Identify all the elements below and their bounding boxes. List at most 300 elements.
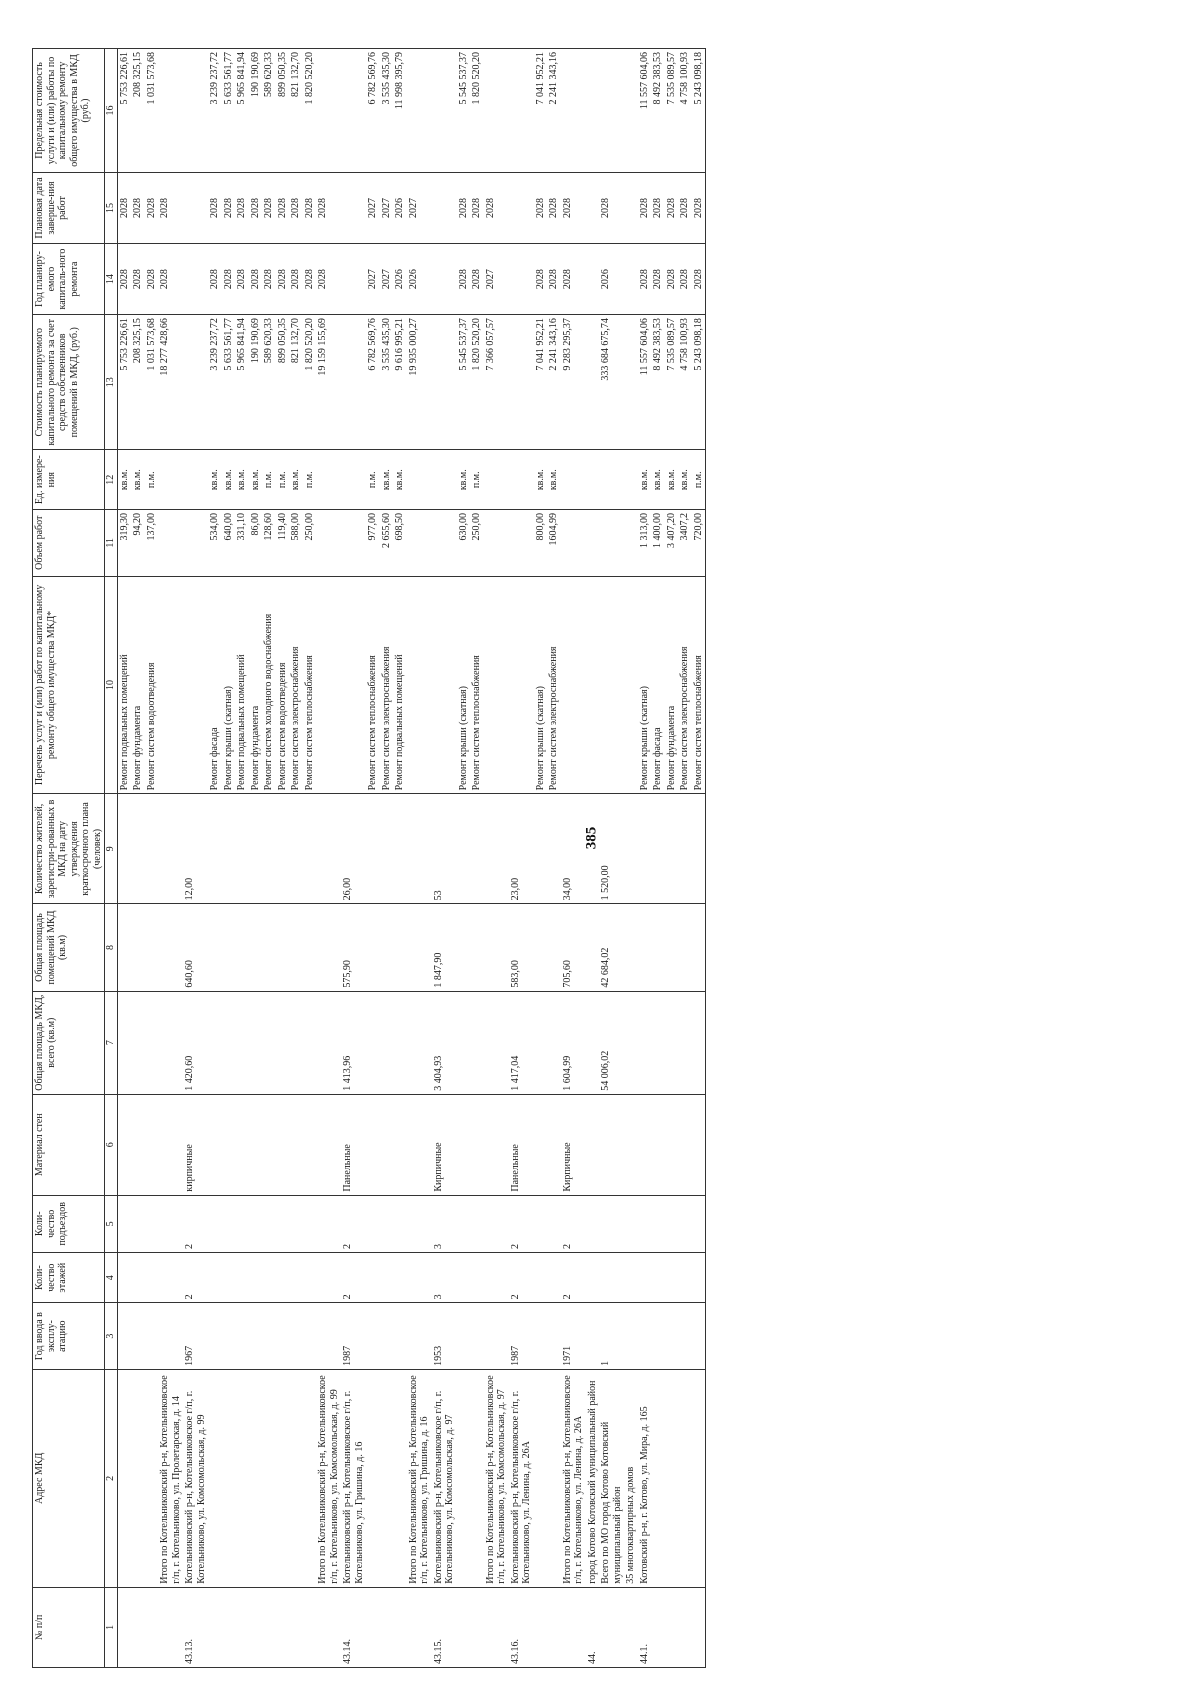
cell-col-13: 4 758 100,93 [678,315,692,450]
cell-col-4 [117,1252,131,1302]
cell-col-4 [586,1252,600,1302]
cell-col-14: 2028 [131,244,145,315]
cell-col-5 [651,1195,665,1252]
cell-col-11 [586,510,600,577]
cell-col-9 [624,794,638,904]
cell-col-10: Ремонт систем теплоснабжения [366,576,380,794]
cell-col-12 [509,450,534,510]
cell-col-9 [366,794,380,904]
cell-col-16: 11 998 395,79 [393,49,407,173]
cell-col-14 [624,244,638,315]
cell-col-12: кв.м. [665,450,679,510]
cell-col-13: 589 620,33 [262,315,276,450]
cell-col-16: 5 545 537,37 [457,49,471,173]
cell-col-6 [235,1094,249,1195]
cell-col-12 [624,450,638,510]
cell-col-14: 2028 [678,244,692,315]
cell-col-16: 1 820 520,20 [470,49,484,173]
cell-col-13: 18 277 428,66 [158,315,183,450]
cell-col-6 [534,1094,548,1195]
cell-col-4 [158,1252,183,1302]
cell-col-11: 86,00 [249,510,263,577]
cell-col-6 [678,1094,692,1195]
cell-col-3 [586,1303,600,1370]
table-row [665,49,679,1668]
cell-col-4: 2 [341,1252,366,1302]
cell-col-3 [678,1303,692,1370]
cell-col-11 [599,510,624,577]
cell-col-14: 2028 [249,244,263,315]
cell-col-10: Ремонт систем водоотведения [145,576,159,794]
cell-col-15: 2028 [678,172,692,243]
cell-col-8 [586,904,600,991]
cell-col-1 [457,1587,471,1667]
cell-col-15: 2028 [131,172,145,243]
cell-col-9 [457,794,471,904]
cell-col-6 [380,1094,394,1195]
cell-col-3 [249,1303,263,1370]
cell-col-16 [561,49,586,173]
cell-col-4 [599,1252,624,1302]
cell-col-7 [117,991,131,1094]
column-number-10: 10 [105,576,118,794]
column-number-9: 9 [105,794,118,904]
cell-col-8 [624,904,638,991]
cell-col-16: 2 241 343,16 [547,49,561,173]
cell-col-2 [145,1369,159,1587]
cell-col-8 [145,904,159,991]
cell-col-14 [586,244,600,315]
cell-col-6 [586,1094,600,1195]
cell-col-6 [692,1094,706,1195]
column-number-12: 12 [105,450,118,510]
cell-col-2: Итого по Котельниковский р-н, Котельниковское г/п, г. Котельниково, ул. Пролетарская, д. 14 [158,1369,183,1587]
cell-col-13 [341,315,366,450]
cell-col-8 [366,904,380,991]
cell-col-16: 1 031 573,68 [145,49,159,173]
cell-col-2: город Котово Котовский муниципальный район [586,1369,600,1587]
cell-col-14 [341,244,366,315]
cell-col-11: 1 400,00 [651,510,665,577]
cell-col-6 [131,1094,145,1195]
table-row [407,49,432,1668]
cell-col-6 [316,1094,341,1195]
cell-col-6 [145,1094,159,1195]
cell-col-10 [484,576,509,794]
cell-col-15: 2028 [651,172,665,243]
cell-col-14: 2028 [222,244,236,315]
cell-col-4 [638,1252,652,1302]
cell-col-7 [158,991,183,1094]
cell-col-13: 208 325,15 [131,315,145,450]
cell-col-4 [692,1252,706,1302]
column-number-15: 15 [105,172,118,243]
cell-col-13 [183,315,208,450]
cell-col-5 [131,1195,145,1252]
cell-col-9: 26,00 [341,794,366,904]
cell-col-7 [208,991,222,1094]
cell-col-1 [484,1587,509,1667]
cell-col-1: 43.15. [432,1587,457,1667]
cell-col-4 [665,1252,679,1302]
cell-col-2: Итого по Котельниковский р-н, Котельниковское г/п, г. Котельниково, ул. Ленина, д. 26А [561,1369,586,1587]
cell-col-16 [316,49,341,173]
cell-col-13: 1 820 520,20 [303,315,317,450]
cell-col-4: 2 [561,1252,586,1302]
cell-col-15: 2028 [457,172,471,243]
cell-col-11: 3 407,20 [665,510,679,577]
cell-col-4 [624,1252,638,1302]
cell-col-9 [534,794,548,904]
cell-col-1 [561,1587,586,1667]
column-header-4: Коли-чество этажей [33,1252,105,1302]
table-row [561,49,586,1668]
cell-col-9 [262,794,276,904]
cell-col-9 [145,794,159,904]
cell-col-10: Ремонт крыши (скатная) [638,576,652,794]
cell-col-14 [432,244,457,315]
cell-col-9: 1 520,00 [599,794,624,904]
cell-col-5 [262,1195,276,1252]
cell-col-12: кв.м. [249,450,263,510]
cell-col-8 [665,904,679,991]
cell-col-3 [638,1303,652,1370]
cell-col-9 [678,794,692,904]
cell-col-8 [222,904,236,991]
cell-col-1 [131,1587,145,1667]
cell-col-2 [303,1369,317,1587]
cell-col-12: п.м. [145,450,159,510]
cell-col-16: 208 325,15 [131,49,145,173]
cell-col-15: 2028 [208,172,222,243]
cell-col-10: Ремонт систем холодного водоснабжения [262,576,276,794]
cell-col-4 [380,1252,394,1302]
cell-col-8 [457,904,471,991]
cell-col-1: 44.1. [638,1587,652,1667]
cell-col-2: Котельниковский р-н, Котельниковское г/п, г. Котельниково, ул. Комсомольская, д. 99 [183,1369,208,1587]
cell-col-3 [665,1303,679,1370]
cell-col-13: 3 535 435,30 [380,315,394,450]
cell-col-11 [158,510,183,577]
cell-col-3 [316,1303,341,1370]
cell-col-6 [393,1094,407,1195]
cell-col-11: 319,30 [117,510,131,577]
cell-col-13 [586,315,600,450]
column-header-11: Объем работ [33,510,105,577]
cell-col-16 [586,49,600,173]
cell-col-13: 3 239 237,72 [208,315,222,450]
table-row [303,49,317,1668]
cell-col-4 [235,1252,249,1302]
cell-col-9 [638,794,652,904]
cell-col-13: 5 243 098,18 [692,315,706,450]
cell-col-2 [131,1369,145,1587]
cell-col-15: 2028 [470,172,484,243]
cell-col-15: 2028 [262,172,276,243]
column-header-15: Плановая дата заверше-ния работ [33,172,105,243]
cell-col-1 [678,1587,692,1667]
cell-col-14: 2028 [158,244,183,315]
table-row [509,49,534,1668]
cell-col-6 [457,1094,471,1195]
cell-col-12: кв.м. [131,450,145,510]
cell-col-14: 2026 [393,244,407,315]
cell-col-1 [665,1587,679,1667]
cell-col-3 [208,1303,222,1370]
cell-col-10: Ремонт систем водоотведения [276,576,290,794]
cell-col-5: 2 [183,1195,208,1252]
cell-col-9 [158,794,183,904]
cell-col-10 [407,576,432,794]
cell-col-6 [366,1094,380,1195]
cell-col-16 [432,49,457,173]
cell-col-15: 2028 [638,172,652,243]
cell-col-9 [303,794,317,904]
cell-col-12: кв.м. [208,450,222,510]
cell-col-12: кв.м. [117,450,131,510]
cell-col-1 [222,1587,236,1667]
cell-col-3 [380,1303,394,1370]
column-number-row [105,49,118,1668]
cell-col-16: 7 041 952,21 [534,49,548,173]
column-header-2: Адрес МКД [33,1369,105,1587]
cell-col-10: Ремонт крыши (скатная) [457,576,471,794]
cell-col-2 [393,1369,407,1587]
cell-col-15 [432,172,457,243]
cell-col-10 [432,576,457,794]
cell-col-5 [586,1195,600,1252]
cell-col-7 [457,991,471,1094]
cell-col-13: 2 241 343,16 [547,315,561,450]
table-row [692,49,706,1668]
cell-col-2: Итого по Котельниковский р-н, Котельниковское г/п, г. Котельниково, ул. Комсомольская, д. 97 [484,1369,509,1587]
cell-col-9 [393,794,407,904]
cell-col-6 [547,1094,561,1195]
cell-col-15: 2028 [235,172,249,243]
cell-col-10: Ремонт фундамента [249,576,263,794]
cell-col-15: 2028 [561,172,586,243]
cell-col-13: 1 031 573,68 [145,315,159,450]
cell-col-4 [222,1252,236,1302]
cell-col-15: 2028 [316,172,341,243]
cell-col-14: 2028 [276,244,290,315]
cell-col-13: 333 684 675,74 [599,315,624,450]
cell-col-1 [117,1587,131,1667]
cell-col-11: 94,20 [131,510,145,577]
cell-col-4 [534,1252,548,1302]
cell-col-16 [509,49,534,173]
cell-col-2 [235,1369,249,1587]
table-row [534,49,548,1668]
cell-col-10 [183,576,208,794]
cell-col-9 [692,794,706,904]
cell-col-11 [432,510,457,577]
cell-col-7 [366,991,380,1094]
cell-col-15: 2027 [380,172,394,243]
cell-col-13: 19 159 155,69 [316,315,341,450]
table-row [366,49,380,1668]
cell-col-3 [262,1303,276,1370]
cell-col-3 [276,1303,290,1370]
cell-col-14: 2028 [289,244,303,315]
cell-col-8 [651,904,665,991]
cell-col-2 [547,1369,561,1587]
cell-col-7 [692,991,706,1094]
cell-col-7: 1 420,60 [183,991,208,1094]
cell-col-10: Ремонт фасада [208,576,222,794]
cell-col-2 [678,1369,692,1587]
table-row [222,49,236,1668]
table-row [235,49,249,1668]
cell-col-7 [547,991,561,1094]
cell-col-8 [316,904,341,991]
cell-col-1 [145,1587,159,1667]
cell-col-3 [235,1303,249,1370]
cell-col-13: 1 820 520,20 [470,315,484,450]
cell-col-16: 5 243 098,18 [692,49,706,173]
cell-col-8: 575,90 [341,904,366,991]
cell-col-4 [470,1252,484,1302]
table-row [457,49,471,1668]
cell-col-11: 534,00 [208,510,222,577]
cell-col-6 [484,1094,509,1195]
cell-col-4: 2 [183,1252,208,1302]
cell-col-4: 3 [432,1252,457,1302]
cell-col-2 [534,1369,548,1587]
cell-col-12: п.м. [366,450,380,510]
cell-col-16 [158,49,183,173]
cell-col-1 [547,1587,561,1667]
cell-col-6: Кирпичные [432,1094,457,1195]
cell-col-3 [393,1303,407,1370]
table-row [341,49,366,1668]
cell-col-16: 3 239 237,72 [208,49,222,173]
cell-col-8 [117,904,131,991]
cell-col-2 [222,1369,236,1587]
cell-col-8 [692,904,706,991]
cell-col-5 [534,1195,548,1252]
cell-col-3 [366,1303,380,1370]
cell-col-1 [534,1587,548,1667]
cell-col-12: кв.м. [289,450,303,510]
cell-col-8 [484,904,509,991]
cell-col-16: 899 050,35 [276,49,290,173]
cell-col-14: 2028 [208,244,222,315]
cell-col-15: 2028 [222,172,236,243]
cell-col-7 [665,991,679,1094]
cell-col-14: 2028 [235,244,249,315]
cell-col-9 [470,794,484,904]
cell-col-16: 1 820 520,20 [303,49,317,173]
cell-col-8 [289,904,303,991]
table-row [599,49,624,1668]
cell-col-12: кв.м. [235,450,249,510]
cell-col-14: 2028 [316,244,341,315]
cell-col-12: кв.м. [651,450,665,510]
cell-col-4 [484,1252,509,1302]
cell-col-13: 7 366 057,57 [484,315,509,450]
table-body [117,49,706,1668]
cell-col-2: Котовский р-н, г. Котово, ул. Мира, д. 165 [638,1369,652,1587]
column-header-3: Год ввода в эксплу-атацию [33,1303,105,1370]
column-number-5: 5 [105,1195,118,1252]
table-row [547,49,561,1668]
cell-col-4 [303,1252,317,1302]
cell-col-14: 2028 [117,244,131,315]
table-row [586,49,600,1668]
cell-col-13: 7 041 952,21 [534,315,548,450]
cell-col-16: 5 965 841,94 [235,49,249,173]
cell-col-10 [561,576,586,794]
cell-col-3 [117,1303,131,1370]
cell-col-15: 2028 [665,172,679,243]
cell-col-11 [316,510,341,577]
cell-col-15 [586,172,600,243]
cell-col-10: Ремонт фундамента [131,576,145,794]
cell-col-5 [289,1195,303,1252]
cell-col-5: 2 [509,1195,534,1252]
column-number-13: 13 [105,315,118,450]
cell-col-9 [651,794,665,904]
cell-col-6 [665,1094,679,1195]
cell-col-10: Ремонт подвальных помещений [117,576,131,794]
cell-col-13: 5 965 841,94 [235,315,249,450]
cell-col-12: кв.м. [547,450,561,510]
cell-col-7 [289,991,303,1094]
cell-col-8 [131,904,145,991]
cell-col-8 [235,904,249,991]
cell-col-6 [262,1094,276,1195]
cell-col-4 [276,1252,290,1302]
cell-col-8 [208,904,222,991]
cell-col-5 [235,1195,249,1252]
cell-col-1 [158,1587,183,1667]
cell-col-10: Ремонт подвальных помещений [235,576,249,794]
table-row [145,49,159,1668]
cell-col-4 [249,1252,263,1302]
cell-col-13 [624,315,638,450]
cell-col-5 [366,1195,380,1252]
cell-col-16 [407,49,432,173]
cell-col-7 [235,991,249,1094]
cell-col-3 [651,1303,665,1370]
table-row [678,49,692,1668]
cell-col-2 [457,1369,471,1587]
cell-col-12: п.м. [470,450,484,510]
cell-col-15: 2027 [366,172,380,243]
cell-col-6 [651,1094,665,1195]
cell-col-14: 2028 [638,244,652,315]
cell-col-7 [624,991,638,1094]
cell-col-15: 2028 [599,172,624,243]
table-row [380,49,394,1668]
column-number-4: 4 [105,1252,118,1302]
cell-col-3: 1967 [183,1303,208,1370]
table-row [158,49,183,1668]
cell-col-13: 9 616 995,21 [393,315,407,450]
table-row [484,49,509,1668]
column-header-14: Год планиру-емого капиталь-ного ремонта [33,244,105,315]
cell-col-12: п.м. [276,450,290,510]
cell-col-16 [341,49,366,173]
cell-col-15: 2027 [407,172,432,243]
cell-col-11: 720,00 [692,510,706,577]
cell-col-6 [222,1094,236,1195]
cell-col-5 [303,1195,317,1252]
cell-col-2: Итого по Котельниковский р-н, Котельниковское г/п, г. Котельниково, ул. Комсомольская, д. 99 [316,1369,341,1587]
cell-col-5 [678,1195,692,1252]
column-number-14: 14 [105,244,118,315]
